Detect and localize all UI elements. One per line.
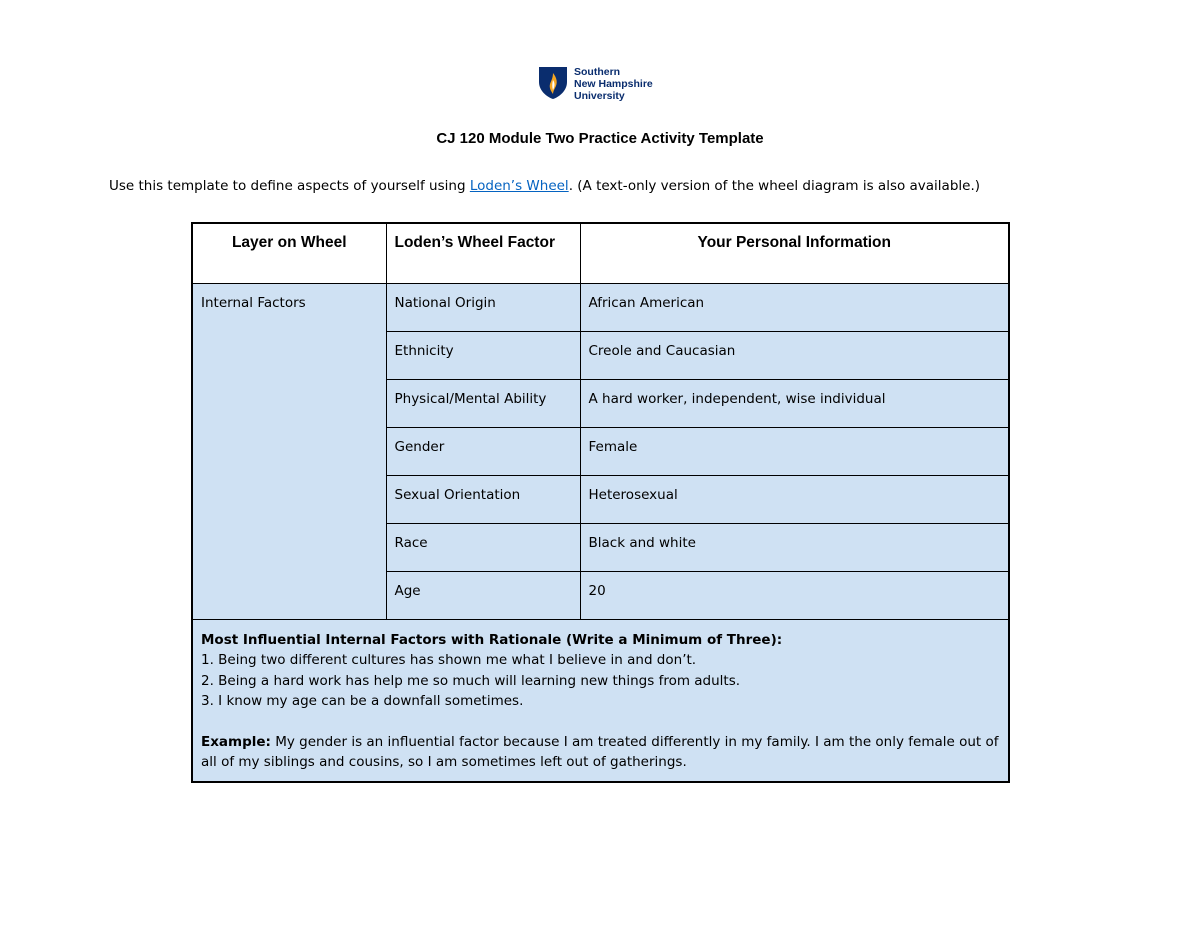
info-cell[interactable]: African American xyxy=(580,283,1009,331)
logo-text xyxy=(574,66,653,102)
snhu-logo xyxy=(538,66,678,102)
header-factor: Loden’s Wheel Factor xyxy=(386,223,580,283)
shield-icon xyxy=(538,66,568,100)
summary-heading: Most Influential Internal Factors with Rationale (Write a Minimum of Three): xyxy=(201,631,783,648)
summary-item-2: 2. Being a hard work has help me so much will learning new things from adults. xyxy=(201,672,741,689)
summary-cell[interactable] xyxy=(192,619,1009,782)
lodens-wheel-link[interactable]: Loden’s Wheel xyxy=(469,178,569,194)
intro-after-link: . (A text-only version of the wheel diagram is also available.) xyxy=(568,178,981,194)
summary-row xyxy=(192,619,1009,782)
info-cell[interactable]: Female xyxy=(580,427,1009,475)
factor-cell[interactable]: Physical/Mental Ability xyxy=(386,379,580,427)
intro-text xyxy=(109,178,980,194)
page-title: CJ 120 Module Two Practice Activity Template xyxy=(436,130,764,147)
table-row xyxy=(192,283,1009,331)
header-personal-info: Your Personal Information xyxy=(580,223,1009,283)
factor-cell[interactable]: Age xyxy=(386,571,580,619)
layer-cell: Internal Factors xyxy=(192,283,386,619)
lodens-wheel-table xyxy=(191,222,1010,783)
summary-item-1: 1. Being two different cultures has shown me what I believe in and don’t. xyxy=(201,652,697,668)
info-cell[interactable]: 20 xyxy=(580,571,1009,619)
example-label: Example: xyxy=(201,733,271,750)
factor-cell[interactable]: Gender xyxy=(386,427,580,475)
summary-spacer xyxy=(201,712,1000,732)
factor-cell[interactable]: National Origin xyxy=(386,283,580,331)
example-text: My gender is an influential factor because I am treated differently in my family. I am the only female out of all of my siblings and cousins, so I am sometimes left out of gatherings. xyxy=(201,733,999,770)
info-cell[interactable]: Black and white xyxy=(580,523,1009,571)
header-layer: Layer on Wheel xyxy=(192,223,386,283)
info-cell[interactable]: A hard worker, independent, wise individual xyxy=(580,379,1009,427)
summary-item-3: 3. I know my age can be a downfall sometimes. xyxy=(201,693,524,709)
info-cell[interactable]: Heterosexual xyxy=(580,475,1009,523)
logo-line-2: New Hampshire xyxy=(574,78,653,90)
info-cell[interactable]: Creole and Caucasian xyxy=(580,331,1009,379)
factor-cell[interactable]: Ethnicity xyxy=(386,331,580,379)
factor-cell[interactable]: Sexual Orientation xyxy=(386,475,580,523)
logo-line-1: Southern xyxy=(574,66,621,78)
summary-example xyxy=(201,732,1000,773)
factor-cell[interactable]: Race xyxy=(386,523,580,571)
table-header-row xyxy=(192,223,1009,283)
intro-before-link: Use this template to define aspects of yourself using xyxy=(109,178,470,194)
logo-line-3: University xyxy=(574,90,625,102)
